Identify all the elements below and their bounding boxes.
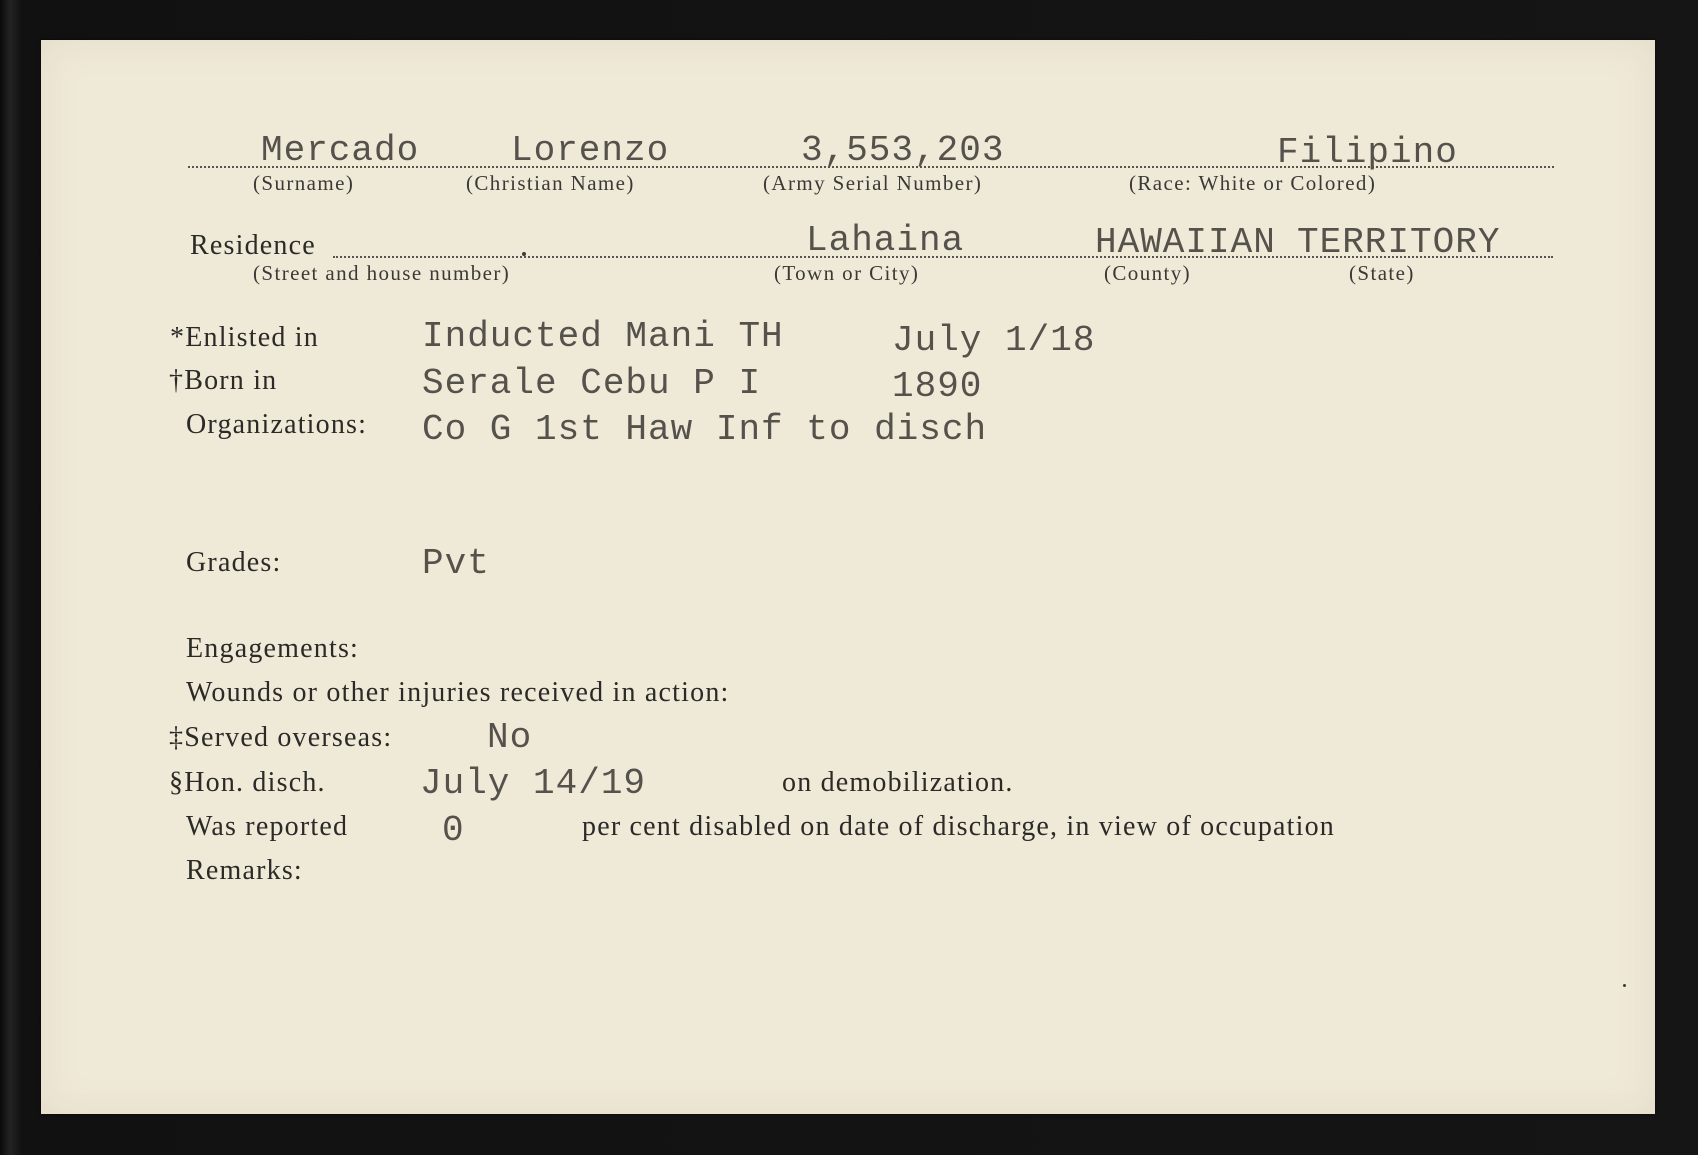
grades-label: Grades: (186, 547, 282, 578)
surname-value: Mercado (261, 130, 420, 171)
overseas-value: No (487, 717, 533, 758)
born-value: Serale Cebu P I (422, 363, 762, 404)
residence-town-value: Lahaina (806, 220, 965, 261)
born-year: 1890 (892, 366, 983, 407)
speck-mark (1623, 984, 1626, 987)
surname-caption: (Surname) (253, 171, 355, 195)
residence-state-value: TERRITORY (1297, 222, 1501, 263)
race-caption: (Race: White or Colored) (1129, 171, 1377, 195)
enlisted-date: July 1/18 (892, 320, 1096, 361)
remarks-label: Remarks: (186, 855, 303, 886)
enlisted-value: Inducted Mani TH (422, 316, 784, 357)
race-value: Filipino (1277, 132, 1458, 173)
born-label: †Born in (169, 365, 278, 396)
wounds-label: Wounds or other injuries received in action: (186, 677, 730, 708)
record-card (41, 40, 1655, 1114)
disability-suffix: per cent disabled on date of discharge, in view of occupation (582, 811, 1336, 842)
serial-number-value: 3,553,203 (801, 130, 1005, 171)
serial-number-caption: (Army Serial Number) (763, 171, 983, 195)
residence-label: Residence (190, 230, 316, 261)
discharge-label: §Hon. disch. (169, 767, 326, 798)
residence-state-caption: (State) (1349, 261, 1415, 285)
residence-street-caption: (Street and house number) (253, 261, 511, 285)
disability-value: 0 (442, 810, 465, 851)
discharge-suffix: on demobilization. (782, 767, 1014, 798)
residence-town-caption: (Town or City) (774, 261, 920, 285)
disability-label: Was reported (186, 811, 349, 842)
enlisted-label: *Enlisted in (170, 322, 319, 353)
christian-name-caption: (Christian Name) (466, 171, 635, 195)
residence-street-mark (522, 252, 526, 256)
engagements-label: Engagements: (186, 633, 360, 664)
residence-county-caption: (County) (1104, 261, 1192, 285)
overseas-label: ‡Served overseas: (169, 722, 393, 753)
organizations-label: Organizations: (186, 409, 368, 440)
organizations-value: Co G 1st Haw Inf to disch (422, 409, 988, 450)
grades-value: Pvt (422, 543, 490, 584)
discharge-value: July 14/19 (420, 763, 647, 804)
christian-name-value: Lorenzo (511, 130, 670, 171)
residence-county-value: HAWAIIAN (1095, 222, 1276, 263)
